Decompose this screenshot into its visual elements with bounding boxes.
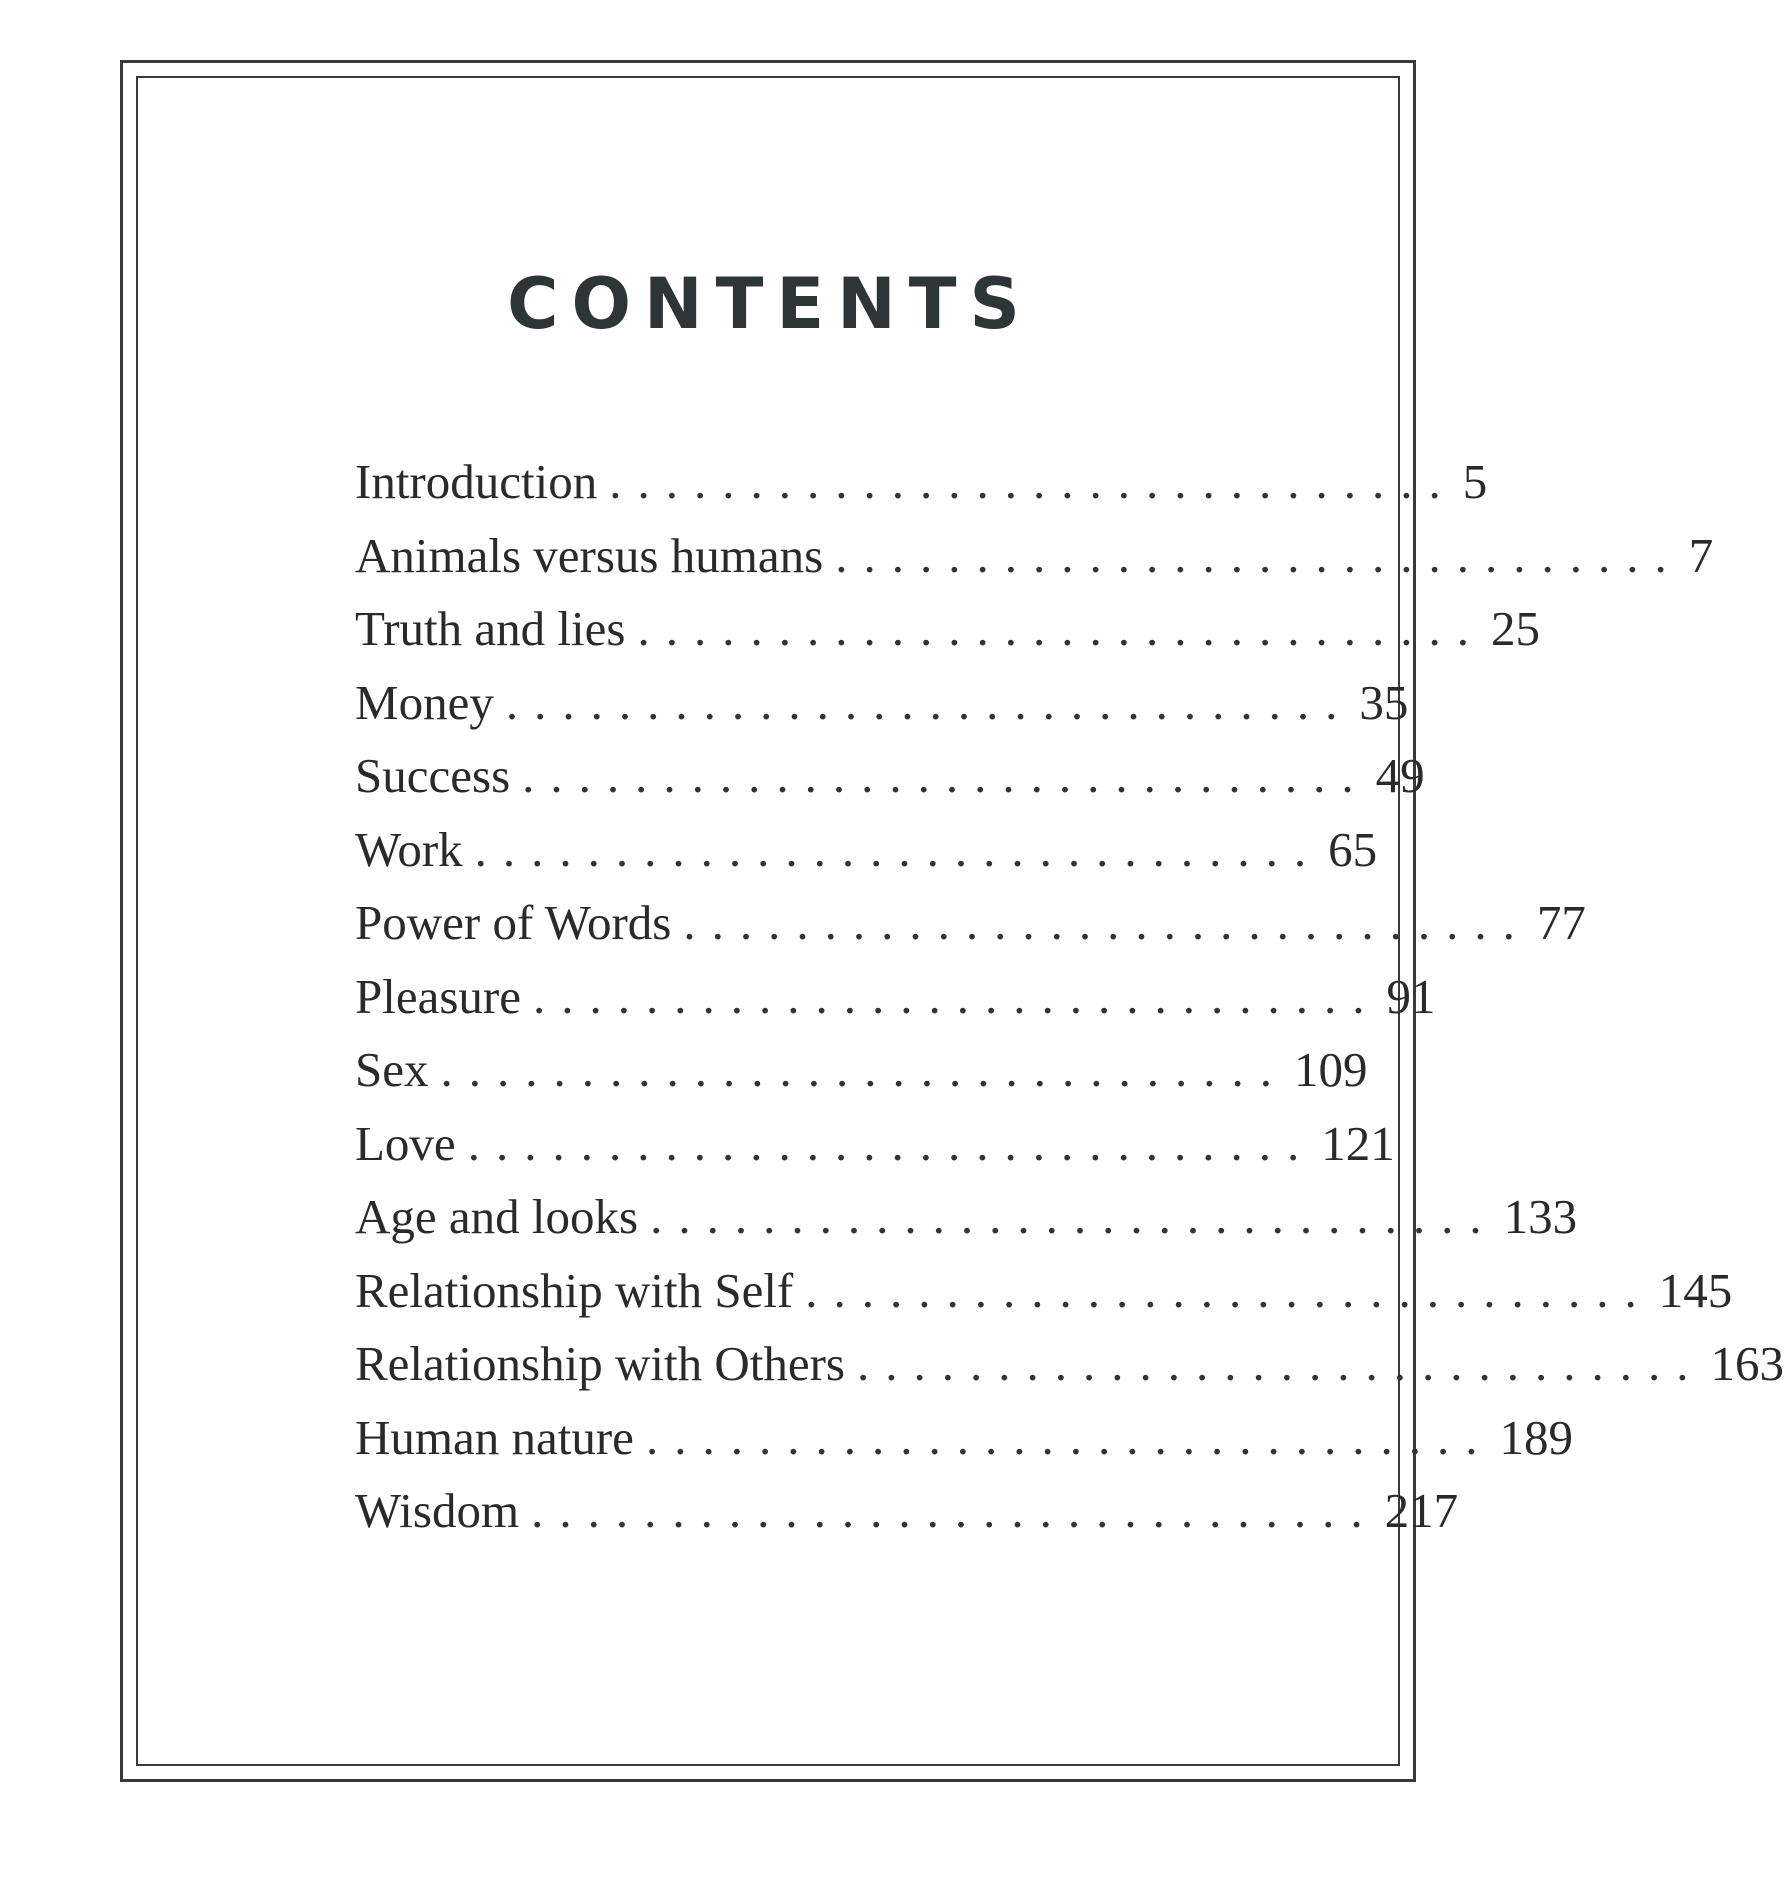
toc-entry-money [355, 666, 1409, 740]
toc-entry-title: Pleasure [355, 968, 521, 1024]
toc-entry-page: 7 [1688, 527, 1714, 583]
toc-entry-relationship-with-others [355, 1327, 1784, 1401]
dot-leader: .............................. [805, 1262, 1653, 1318]
toc-entry-page: 189 [1499, 1409, 1573, 1465]
dot-leader: .............................. [609, 454, 1457, 509]
toc-entry-page: 217 [1384, 1483, 1459, 1538]
toc-entry-page: 65 [1328, 821, 1378, 877]
toc-entry-success [355, 739, 1425, 813]
dot-leader: .............................. [474, 821, 1323, 877]
toc-entry-power-of-words [355, 886, 1586, 960]
toc-entry-wisdom [355, 1474, 1459, 1548]
toc-entry-title: Animals versus humans [355, 527, 824, 583]
toc-entry-page: 145 [1658, 1262, 1733, 1318]
toc-entry-page: 133 [1503, 1189, 1578, 1244]
toc-entry-page: 49 [1375, 748, 1425, 803]
table-of-contents [355, 445, 1784, 1548]
toc-entry-title: Success [355, 748, 511, 803]
dot-leader: .............................. [505, 674, 1354, 730]
toc-entry-title: Relationship with Others [355, 1336, 845, 1391]
dot-leader: .............................. [533, 968, 1381, 1024]
toc-entry-page: 35 [1359, 674, 1409, 730]
page-title: CONTENTS [507, 262, 1033, 345]
toc-entry-relationship-with-self [355, 1254, 1733, 1328]
toc-entry-human-nature [355, 1401, 1573, 1475]
dot-leader: .............................. [650, 1189, 1498, 1244]
toc-entry-title: Money [355, 674, 494, 730]
toc-entry-title: Wisdom [355, 1483, 520, 1538]
toc-entry-age-and-looks [355, 1180, 1578, 1254]
toc-entry-title: Truth and lies [355, 601, 626, 656]
dot-leader: .............................. [522, 748, 1370, 803]
toc-entry-pleasure [355, 960, 1436, 1034]
toc-entry-page: 77 [1536, 895, 1586, 950]
toc-entry-animals-versus-humans [355, 519, 1714, 593]
dot-leader: .............................. [440, 1042, 1288, 1097]
toc-entry-title: Age and looks [355, 1189, 639, 1244]
toc-entry-introduction [355, 445, 1488, 519]
dot-leader: .............................. [645, 1409, 1494, 1465]
toc-entry-page: 109 [1294, 1042, 1368, 1097]
dot-leader: .............................. [531, 1483, 1379, 1538]
dot-leader: .............................. [683, 895, 1531, 950]
toc-entry-title: Human nature [355, 1409, 634, 1465]
toc-entry-title: Introduction [355, 454, 598, 509]
toc-entry-page: 121 [1321, 1115, 1395, 1171]
dot-leader: .............................. [467, 1115, 1316, 1171]
toc-entry-title: Love [355, 1115, 456, 1171]
toc-entry-page: 25 [1490, 601, 1540, 656]
toc-entry-page: 5 [1462, 454, 1488, 509]
toc-entry-work [355, 813, 1378, 887]
toc-entry-page: 91 [1386, 968, 1436, 1024]
toc-entry-title: Relationship with Self [355, 1262, 794, 1318]
toc-entry-title: Power of Words [355, 895, 672, 950]
dot-leader: .............................. [835, 527, 1683, 583]
dot-leader: .............................. [637, 601, 1485, 656]
dot-leader: .............................. [856, 1336, 1705, 1391]
toc-entry-title: Sex [355, 1042, 429, 1097]
toc-entry-sex [355, 1033, 1368, 1107]
toc-entry-truth-and-lies [355, 592, 1540, 666]
toc-entry-page: 163 [1710, 1336, 1784, 1391]
toc-entry-love [355, 1107, 1395, 1181]
toc-entry-title: Work [355, 821, 463, 877]
